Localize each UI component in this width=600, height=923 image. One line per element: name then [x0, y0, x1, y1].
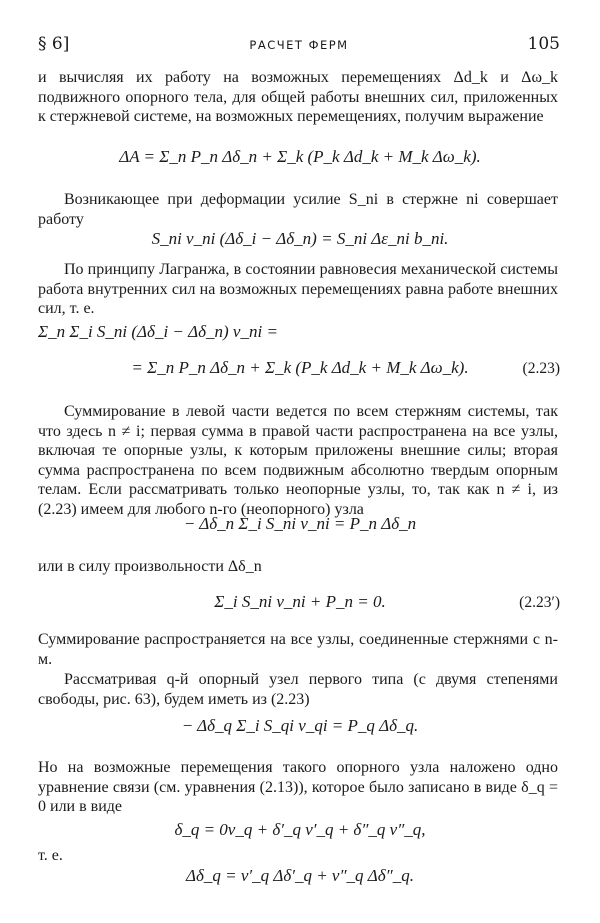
paragraph-2: Возникающее при деформации усилие S_ni в стержне ni совершает работу: [38, 191, 558, 228]
running-header: [38, 34, 560, 56]
paragraph-4: Суммирование в левой части ведется по всем стержням системы, так что здесь n ≠ i; первая сумма в правой части распространена на все узлы, включая те опорные узлы, к которым приложены внешние силы; вторая сумма распространена по всем подвижным абсолютно твердым опорным телам. Если рассматривать только неопорные узлы, то, так как n ≠ i, из (2.23) имеем для любого n-го (неопорного) узла: [38, 403, 558, 518]
equation-lagrange-right: = Σ_n P_n Δδ_n + Σ_k (P_k Δd_k + M_k Δω_k).: [131, 358, 469, 377]
equation-node-n: − Δδ_n Σ_i S_ni ν_ni = P_n Δδ_n: [183, 514, 417, 533]
page-number: 105: [527, 34, 560, 54]
equation-number-2-23: (2.23): [522, 360, 560, 377]
running-title: РАСЧЕТ ФЕРМ: [249, 38, 349, 52]
paragraph-6: Суммирование распространяется на все узлы, соединенные стержнями с n-м.: [38, 631, 558, 668]
paragraph-9: т. е.: [38, 847, 63, 864]
paragraph-8: Но на возможные перемещения такого опорного узла наложено одно уравнение связи (см. уравнения (2.13)), которое было записано в виде δ_q = 0 или в виде: [38, 759, 558, 815]
equation-equilibrium: Σ_i S_ni ν_ni + P_n = 0.: [214, 592, 386, 611]
section-marker: § 6]: [38, 34, 70, 54]
equation-lagrange-left: Σ_n Σ_i S_ni (Δδ_i − Δδ_n) ν_ni =: [38, 322, 278, 341]
paragraph-1: и вычисляя их работу на возможных перемещениях Δd_k и Δω_k подвижного опорного тела, для общей работы внешних сил, приложенных к стержневой системе, на возможных перемещениях, получим выражение: [38, 69, 558, 125]
equation-support-node-q: − Δδ_q Σ_i S_qi ν_qi = P_q Δδ_q.: [181, 716, 419, 735]
equation-work-internal: S_ni ν_ni (Δδ_i − Δδ_n) = S_ni Δε_ni b_ni.: [151, 229, 449, 248]
paragraph-7: Рассматривая q-й опорный узел первого типа (с двумя степенями свободы, рис. 63), будем иметь из (2.23): [38, 671, 558, 708]
paragraph-5: или в силу произвольности Δδ_n: [38, 558, 262, 575]
equation-number-2-23-prime: (2.23′): [519, 594, 560, 611]
paragraph-3: По принципу Лагранжа, в состоянии равновесия механической системы работа внутренних сил на возможных перемещениях равна работе внешних сил, т. е.: [38, 261, 558, 317]
equation-work-external: ΔA = Σ_n P_n Δδ_n + Σ_k (P_k Δd_k + M_k Δω_k).: [119, 147, 481, 166]
equation-displacement: Δδ_q = ν′_q Δδ′_q + ν″_q Δδ″_q.: [185, 866, 415, 885]
equation-constraint: δ_q = 0ν_q + δ′_q ν′_q + δ″_q ν″_q,: [174, 820, 426, 839]
